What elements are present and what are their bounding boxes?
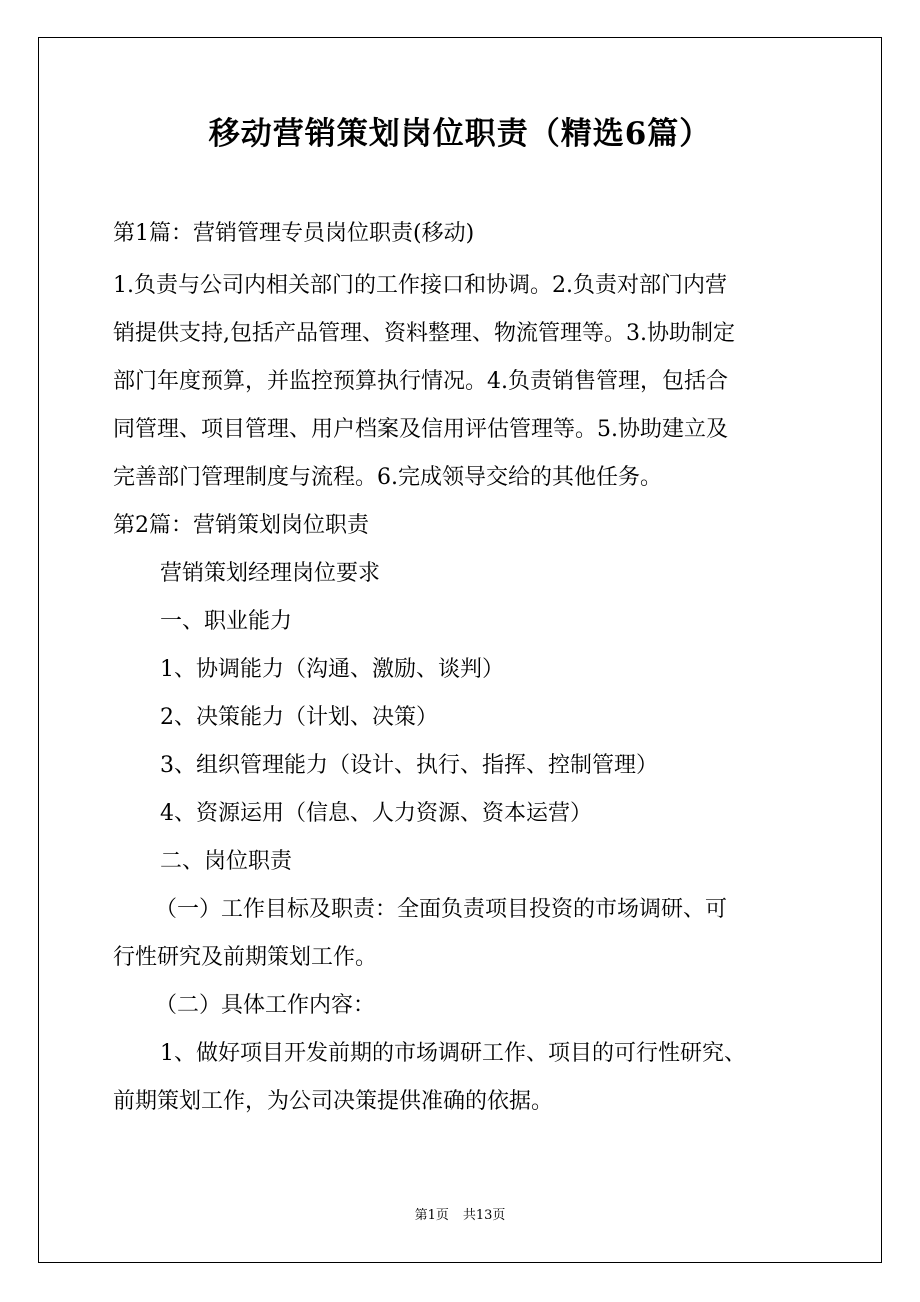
document-body xyxy=(113,210,813,1126)
subheading: 营销策划经理岗位要求 xyxy=(160,561,381,586)
paragraph-line: 部门年度预算，并监控预算执行情况。4.负责销售管理，包括合 xyxy=(113,369,728,394)
paragraph-line: 行性研究及前期策划工作。 xyxy=(113,945,378,970)
section-heading-1: 第1篇：营销管理专员岗位职责(移动) xyxy=(113,221,475,246)
list-item: 2、决策能力（计划、决策） xyxy=(160,705,438,730)
paragraph-line: 1.负责与公司内相关部门的工作接口和协调。2.负责对部门内营 xyxy=(113,273,727,298)
page-footer xyxy=(0,1206,920,1226)
paragraph-line: 完善部门管理制度与流程。6.完成领导交给的其他任务。 xyxy=(113,465,662,490)
page-total: 共13页 xyxy=(462,1208,506,1223)
list-item: 1、协调能力（沟通、激励、谈判） xyxy=(160,657,504,682)
list-item: 3、组织管理能力（设计、执行、指挥、控制管理） xyxy=(160,753,658,778)
paragraph-line: 销提供支持,包括产品管理、资料整理、物流管理等。3.协助制定 xyxy=(113,321,735,346)
paragraph-line: （一）工作目标及职责：全面负责项目投资的市场调研、可 xyxy=(155,897,728,922)
paragraph-line: 前期策划工作，为公司决策提供准确的依据。 xyxy=(113,1089,554,1114)
page-number: 第1页 xyxy=(414,1208,449,1223)
section-heading-2: 第2篇：营销策划岗位职责 xyxy=(113,513,369,538)
paragraph-line: 同管理、项目管理、用户档案及信用评估管理等。5.协助建立及 xyxy=(113,417,728,442)
paragraph-line: （二）具体工作内容： xyxy=(155,993,376,1018)
document-title: 移动营销策划岗位职责（精选6篇） xyxy=(208,116,712,152)
paragraph-line: 1、做好项目开发前期的市场调研工作、项目的可行性研究、 xyxy=(160,1041,746,1066)
list-item: 4、资源运用（信息、人力资源、资本运营） xyxy=(160,801,592,826)
list-heading: 一、职业能力 xyxy=(160,609,293,634)
list-heading: 二、岗位职责 xyxy=(160,849,293,874)
